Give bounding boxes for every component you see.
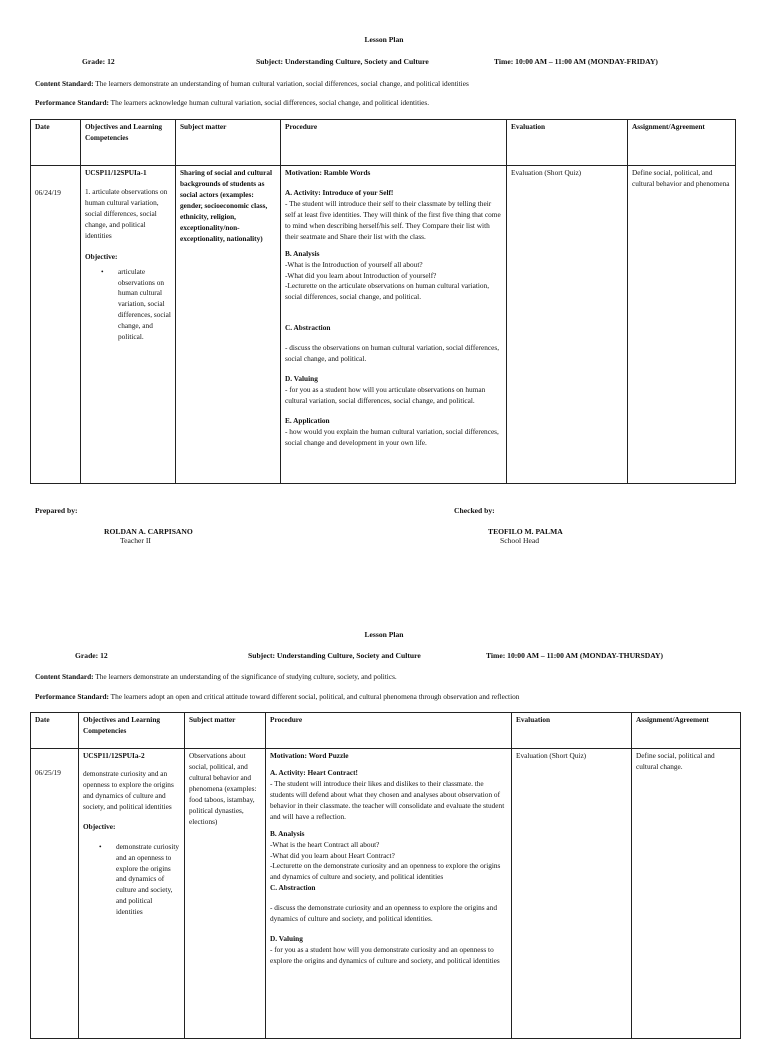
performance-standard-text: The learners adopt an open and critical attitude toward different social, political, and cultural phenomena through observation and reflection bbox=[108, 692, 520, 701]
header-objectives: Objectives and Learning Competencies bbox=[81, 120, 176, 166]
abstraction-title: C. Abstraction bbox=[270, 883, 316, 893]
date-cell bbox=[31, 749, 79, 1039]
competency-text: 1. articulate observations on human cultural variation, social differences, social change, and political identities bbox=[85, 186, 168, 240]
subject-label-1: Subject: Understanding Culture, Society and Culture bbox=[256, 57, 429, 66]
analysis-line: -What is the Introduction of yourself all about? bbox=[285, 259, 423, 269]
motivation: Motivation: Word Puzzle bbox=[270, 751, 349, 760]
subject-matter-text: Observations about social, political, and cultural behavior and phenomena (examples: food taboos, istambay, political dynasties, elections) bbox=[189, 751, 257, 826]
checked-by-label: Checked by: bbox=[454, 506, 495, 515]
application-title: E. Application bbox=[285, 415, 330, 425]
analysis-title: B. Analysis bbox=[285, 248, 320, 258]
checked-by-name: TEOFILO M. PALMA bbox=[488, 527, 563, 536]
valuing-text: - for you as a student how will you demonstrate curiosity and an openness to explore the origins and dynamics of culture and society, and political identities bbox=[270, 945, 500, 965]
subject-matter-text: Sharing of social and cultural backgrounds of students as social actors (examples: gender, socioeconomic class, ethnicity, religion, exceptionality/non-exceptionality, nationality) bbox=[180, 168, 273, 243]
objectives-cell bbox=[79, 749, 185, 1039]
analysis-title: B. Analysis bbox=[270, 828, 305, 838]
valuing-text: - for you as a student how will you articulate observations on human cultural variation, social differences, social change, and political. bbox=[285, 385, 486, 405]
lesson-plan-title-1: Lesson Plan bbox=[364, 35, 404, 44]
bullet-icon: • bbox=[101, 266, 104, 276]
competency-code: UCSP11/12SPUIa-1 bbox=[85, 168, 147, 177]
procedure-cell bbox=[281, 166, 507, 484]
performance-standard-text: The learners acknowledge human cultural variation, social differences, social change, and political identities. bbox=[108, 98, 430, 107]
table-header-row bbox=[31, 713, 741, 749]
bullet-icon: • bbox=[99, 841, 102, 851]
objective-list bbox=[85, 267, 171, 344]
prepared-by-role: Teacher II bbox=[120, 536, 151, 545]
prepared-by-label: Prepared by: bbox=[35, 506, 78, 515]
valuing-title: D. Valuing bbox=[270, 934, 303, 944]
valuing-title: D. Valuing bbox=[285, 374, 318, 384]
header-procedure: Procedure bbox=[281, 120, 507, 166]
activity-text: - The student will introduce their likes and dislikes to their classmate. the students will defend about what they chosen and analyses about observation of behavior in their classmate. the teacher will consolidate and evaluate the student and will have a reflection. bbox=[270, 778, 505, 821]
grade-label-2: Grade: 12 bbox=[75, 651, 108, 660]
objective-list bbox=[83, 842, 180, 919]
performance-standard-label: Performance Standard: bbox=[35, 98, 109, 107]
content-standard-text: The learners demonstrate an understanding of human cultural variation, social differences, social change, and political identities bbox=[93, 79, 469, 88]
abstraction-title: C. Abstraction bbox=[285, 323, 331, 333]
lesson-plan-title-2: Lesson Plan bbox=[364, 630, 404, 639]
list-item bbox=[101, 266, 171, 344]
assignment-cell bbox=[628, 166, 736, 484]
analysis-line: -Lecturette on the articulate observations on human cultural variation, social differences, social change, and political. bbox=[285, 281, 490, 302]
header-procedure: Procedure bbox=[266, 713, 512, 749]
abstraction-text: - discuss the observations on human cultural variation, social differences, social change, and political. bbox=[285, 343, 500, 364]
lesson-plan-table-2 bbox=[30, 712, 741, 1039]
objective-label: Objective: bbox=[85, 251, 118, 261]
evaluation-cell bbox=[512, 749, 632, 1039]
header-objectives: Objectives and Learning Competencies bbox=[79, 713, 185, 749]
header-assignment: Assignment/Agreement bbox=[628, 120, 736, 166]
content-standard-label: Content Standard: bbox=[35, 79, 94, 88]
activity-title: A. Activity: Introduce of your Self! bbox=[285, 187, 394, 197]
abstraction-text: - discuss the demonstrate curiosity and an openness to explore the origins and dynamics of culture and society, and political identities. bbox=[270, 903, 497, 924]
header-assignment: Assignment/Agreement bbox=[632, 713, 741, 749]
analysis-line: -What is the heart Contract all about? bbox=[270, 839, 380, 849]
content-standard-2 bbox=[35, 672, 397, 683]
header-evaluation: Evaluation bbox=[507, 120, 628, 166]
evaluation-text: Evaluation (Short Quiz) bbox=[516, 751, 587, 760]
date-cell bbox=[31, 166, 81, 484]
procedure-cell bbox=[266, 749, 512, 1039]
assignment-text: Define social, political and cultural change. bbox=[636, 751, 715, 771]
application-text: - how would you explain the human cultural variation, social differences, social change and development in your own life. bbox=[285, 426, 499, 447]
header-date: Date bbox=[31, 120, 81, 166]
performance-standard-label: Performance Standard: bbox=[35, 692, 109, 701]
competency-code: UCSP11/12SPUIa-2 bbox=[83, 751, 145, 760]
header-date: Date bbox=[31, 713, 79, 749]
date-value: 06/24/19 bbox=[35, 188, 61, 197]
analysis-line: -What did you learn about Heart Contract? bbox=[270, 850, 395, 860]
content-standard-text: The learners demonstrate an understanding of the significance of studying culture, society, and politics. bbox=[93, 672, 397, 681]
subject-matter-cell bbox=[176, 166, 281, 484]
time-label-1: Time: 10:00 AM – 11:00 AM (MONDAY-FRIDAY) bbox=[494, 57, 658, 66]
table-row bbox=[31, 749, 741, 1039]
content-standard-1 bbox=[35, 79, 469, 90]
motivation: Motivation: Ramble Words bbox=[285, 168, 371, 177]
performance-standard-1 bbox=[35, 98, 429, 109]
objective-label: Objective: bbox=[83, 821, 116, 831]
assignment-cell bbox=[632, 749, 741, 1039]
list-item bbox=[99, 841, 180, 919]
objective-item-text: articulate observations on human cultural variation, social differences, social change, and political. bbox=[118, 266, 171, 342]
assignment-text: Define social, political, and cultural behavior and phenomena bbox=[632, 168, 730, 188]
evaluation-cell bbox=[507, 166, 628, 484]
subject-matter-cell bbox=[185, 749, 266, 1039]
time-label-2: Time: 10:00 AM – 11:00 AM (MONDAY-THURSDAY) bbox=[486, 651, 664, 660]
header-evaluation: Evaluation bbox=[512, 713, 632, 749]
subject-label-2: Subject: Understanding Culture, Society and Culture bbox=[248, 651, 421, 660]
checked-by-role: School Head bbox=[500, 536, 540, 545]
header-subject-matter: Subject matter bbox=[185, 713, 266, 749]
table-row bbox=[31, 166, 736, 484]
analysis-line: -Lecturette on the demonstrate curiosity and an openness to explore the origins and dynamics of culture and society, and political identities bbox=[270, 861, 501, 882]
performance-standard-2 bbox=[35, 692, 519, 703]
evaluation-text: Evaluation (Short Quiz) bbox=[511, 168, 582, 177]
analysis-line: -What did you learn about Introduction of yourself? bbox=[285, 270, 437, 280]
grade-label-1: Grade: 12 bbox=[82, 57, 115, 66]
prepared-by-name: ROLDAN A. CARPISANO bbox=[104, 527, 193, 536]
objective-item-text: demonstrate curiosity and an openness to explore the origins and dynamics of culture and society, and political identities bbox=[116, 841, 180, 917]
lesson-plan-table-1 bbox=[30, 119, 736, 484]
table-header-row bbox=[31, 120, 736, 166]
activity-title: A. Activity: Heart Contract! bbox=[270, 767, 358, 777]
objectives-cell bbox=[81, 166, 176, 484]
content-standard-label: Content Standard: bbox=[35, 672, 94, 681]
header-subject-matter: Subject matter bbox=[176, 120, 281, 166]
date-value: 06/25/19 bbox=[35, 768, 61, 777]
activity-text: - The student will introduce their self to their classmate by telling their self at least five identities. They will think of the first five thing that come to mind when describing herself/his self. They Compare their list with their seatmate and Share their list with the class. bbox=[285, 198, 501, 241]
competency-text: demonstrate curiosity and an openness to explore the origins and dynamics of culture and society, and political identities bbox=[83, 768, 174, 811]
